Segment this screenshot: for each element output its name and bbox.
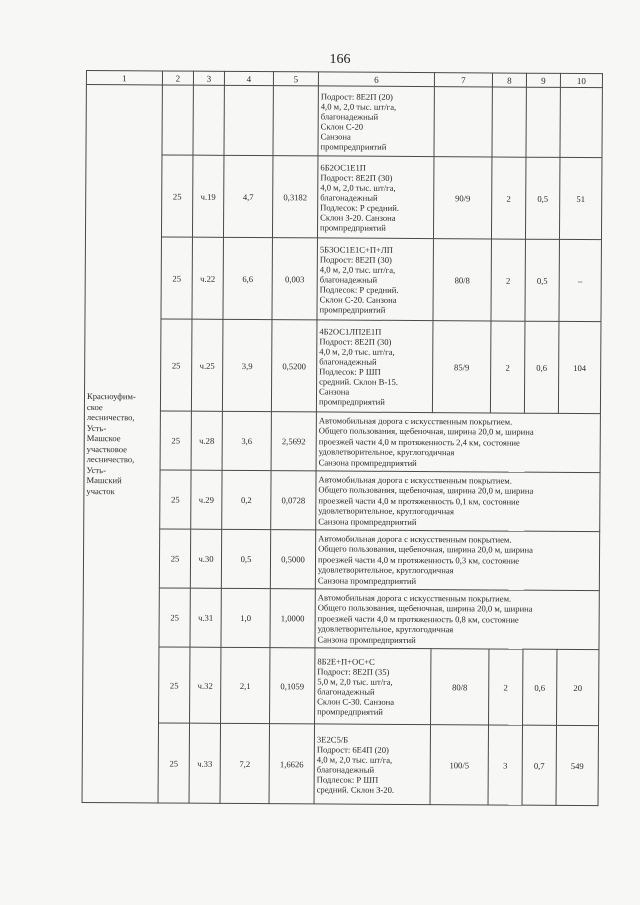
header-cell: 3 <box>193 71 224 85</box>
cell-col4: 7,2 <box>220 723 269 803</box>
cell-col3: ч.29 <box>191 470 222 529</box>
table-row <box>84 469 600 531</box>
cell-col8: 2 <box>490 321 525 413</box>
page-number: 166 <box>329 52 351 67</box>
cell-description: 8Б2Е+П+ОС+С Подрост: 8Е2П (35) 5,0 м, 2,0 тыс. шт/га, благонадежный Склон С-30. Санзона промпредприятий <box>315 648 431 725</box>
forestry-name: Красноуфим- ское лесничество, Усть- Машское участковое лесничество, Усть- Машский участок <box>82 85 162 803</box>
cell-col7: 80/8 <box>431 649 489 725</box>
cell-col8: 2 <box>489 649 523 725</box>
cell-col2: 25 <box>160 319 192 411</box>
cell-col7: 90/9 <box>433 157 491 239</box>
cell-col10: 51 <box>559 157 602 239</box>
cell-description: 6Б2ОС1Е1П Подрост: 8Е2П (30) 4,0 м, 2,0 тыс. шт/га, благонадежный Подлесок: Р средний. Склон З-20. Санзона промпредприятий <box>317 156 433 239</box>
cell-col5: 1,6626 <box>269 724 314 804</box>
cell-col5 <box>273 86 318 156</box>
cell-description: 4Б2ОС1ЛП2Е1П Подрост: 8Е2П (30) 4,0 м, 2,0 тыс. шт/га, благонадежный Подлесок: Р ШП средний. Склон В-15. Санзона промпредприятий <box>316 320 433 413</box>
header-cell: 4 <box>224 71 273 85</box>
cell-col2: 25 <box>159 647 190 723</box>
cell-col3: ч.33 <box>189 723 220 803</box>
cell-col5: 0,3182 <box>272 156 318 238</box>
table-row <box>85 155 601 240</box>
road-description: Автомобильная дорога с искусственным покрытием. Общего пользования, щебеночная, ширина 20,0 м, ширина проезжей части 4,0 м протяженность 0,3 км, состояние удовлетворительное, круглогодичная Санзона промпредприятий <box>315 530 599 591</box>
cell-col3: ч.25 <box>191 319 223 411</box>
header-cell: 8 <box>492 73 526 87</box>
table-row <box>84 318 601 413</box>
cell-description: 3Е2С5/Б Подрост: 6Е4П (20) 4,0 м, 2,0 тыс. шт/га, благонадежный Подлесок: Р ШП средний. Склон З-20. <box>314 724 430 805</box>
cell-col3: ч.32 <box>190 647 221 723</box>
cell-col4: 3,6 <box>222 411 271 470</box>
cell-col3: ч.19 <box>192 155 224 237</box>
cell-col5: 2,5692 <box>271 412 316 471</box>
table-row <box>82 722 598 805</box>
cell-col4: 3,9 <box>222 319 272 411</box>
cell-col10: – <box>559 239 602 321</box>
cell-col5: 0,003 <box>272 238 318 320</box>
cell-col3 <box>193 85 224 155</box>
cell-col9: 0,6 <box>523 649 557 725</box>
cell-col3: ч.31 <box>190 588 221 647</box>
cell-description: 5Б3ОС1Е1С+П+ЛП Подрост: 8Е2П (30) 4,0 м, 2,0 тыс. шт/га, благонадежный Подлесок: Р средний. Склон С-20. Санзона промпредприятий <box>317 238 433 321</box>
road-description: Автомобильная дорога с искусственным покрытием. Общего пользования, щебеночная, ширина 20,0 м, ширина проезжей части 4,0 м протяженность 0,1 км, состояние удовлетворительное, круглогодичная Санзона промпредприятий <box>316 471 600 532</box>
cell-col10: 549 <box>556 725 598 805</box>
header-cell: 10 <box>560 73 602 87</box>
table-row <box>84 410 600 472</box>
table-row <box>83 528 599 590</box>
cell-col2: 25 <box>161 237 193 319</box>
header-cell: 6 <box>318 72 434 87</box>
cell-col9 <box>526 87 560 157</box>
header-cell: 9 <box>526 73 560 87</box>
table-row <box>86 85 602 158</box>
cell-description: Подрост: 8Е2П (20) 4,0 м, 2,0 тыс. шт/га, благонадежный Склон С-20 Санзона промпредприятий <box>318 86 434 157</box>
cell-col7: 80/8 <box>433 239 491 321</box>
cell-col5: 1,0000 <box>270 589 315 648</box>
cell-col8 <box>492 87 526 157</box>
cell-col2 <box>162 85 193 155</box>
cell-col10: 20 <box>557 649 599 725</box>
cell-col4: 0,5 <box>221 529 270 588</box>
cell-col2: 25 <box>160 411 191 470</box>
cell-col10: 104 <box>558 321 601 413</box>
road-description: Автомобильная дорога с искусственным покрытием. Общего пользования, щебеночная, ширина 20,0 м, ширина проезжей части 4,0 м протяженность 0,8 км, состояние удовлетворительное, круглогодичная Санзона промпредприятий <box>315 589 599 650</box>
cell-col2: 25 <box>158 723 189 803</box>
cell-col9: 0,6 <box>524 321 559 413</box>
table-row <box>83 587 599 649</box>
road-description: Автомобильная дорога с искусственным покрытием. Общего пользования, щебеночная, ширина 20,0 м, ширина проезжей части 4,0 м протяженность 2,4 км, состояние удовлетворительное, круглогодичная Санзона промпредприятий <box>316 412 600 473</box>
cell-col4 <box>224 85 273 155</box>
cell-col4: 4,7 <box>223 155 272 237</box>
header-cell: 5 <box>273 72 318 86</box>
cell-col7: 100/5 <box>430 725 488 805</box>
table-row <box>85 236 601 321</box>
cell-col8: 3 <box>488 725 522 805</box>
cell-col8: 2 <box>491 239 526 321</box>
cell-col10 <box>560 87 602 157</box>
cell-col5: 0,5000 <box>270 530 315 589</box>
cell-col4: 0,2 <box>222 470 271 529</box>
cell-col2: 25 <box>159 588 190 647</box>
cell-col3: ч.28 <box>191 411 222 470</box>
cell-col7 <box>434 87 492 157</box>
cell-col5: 0,5200 <box>271 320 317 412</box>
header-cell: 7 <box>434 73 492 87</box>
cell-col3: ч.30 <box>190 529 221 588</box>
cell-col2: 25 <box>160 470 191 529</box>
header-cell: 2 <box>162 71 193 85</box>
cell-col7: 85/9 <box>432 321 491 413</box>
cell-col9: 0,7 <box>522 725 556 805</box>
cell-col8: 2 <box>491 157 526 239</box>
table-row <box>83 646 599 725</box>
forest-table <box>82 70 603 806</box>
cell-col9: 0,5 <box>525 157 560 239</box>
header-cell: 1 <box>86 71 162 85</box>
cell-col2: 25 <box>161 155 193 237</box>
cell-col4: 6,6 <box>223 237 273 319</box>
cell-col9: 0,5 <box>525 239 560 321</box>
cell-col3: ч.22 <box>192 237 224 319</box>
cell-col5: 0,0728 <box>271 471 316 530</box>
cell-col4: 2,1 <box>221 647 270 723</box>
cell-col2: 25 <box>159 529 190 588</box>
cell-col5: 0,1059 <box>270 648 315 724</box>
cell-col4: 1,0 <box>221 588 270 647</box>
